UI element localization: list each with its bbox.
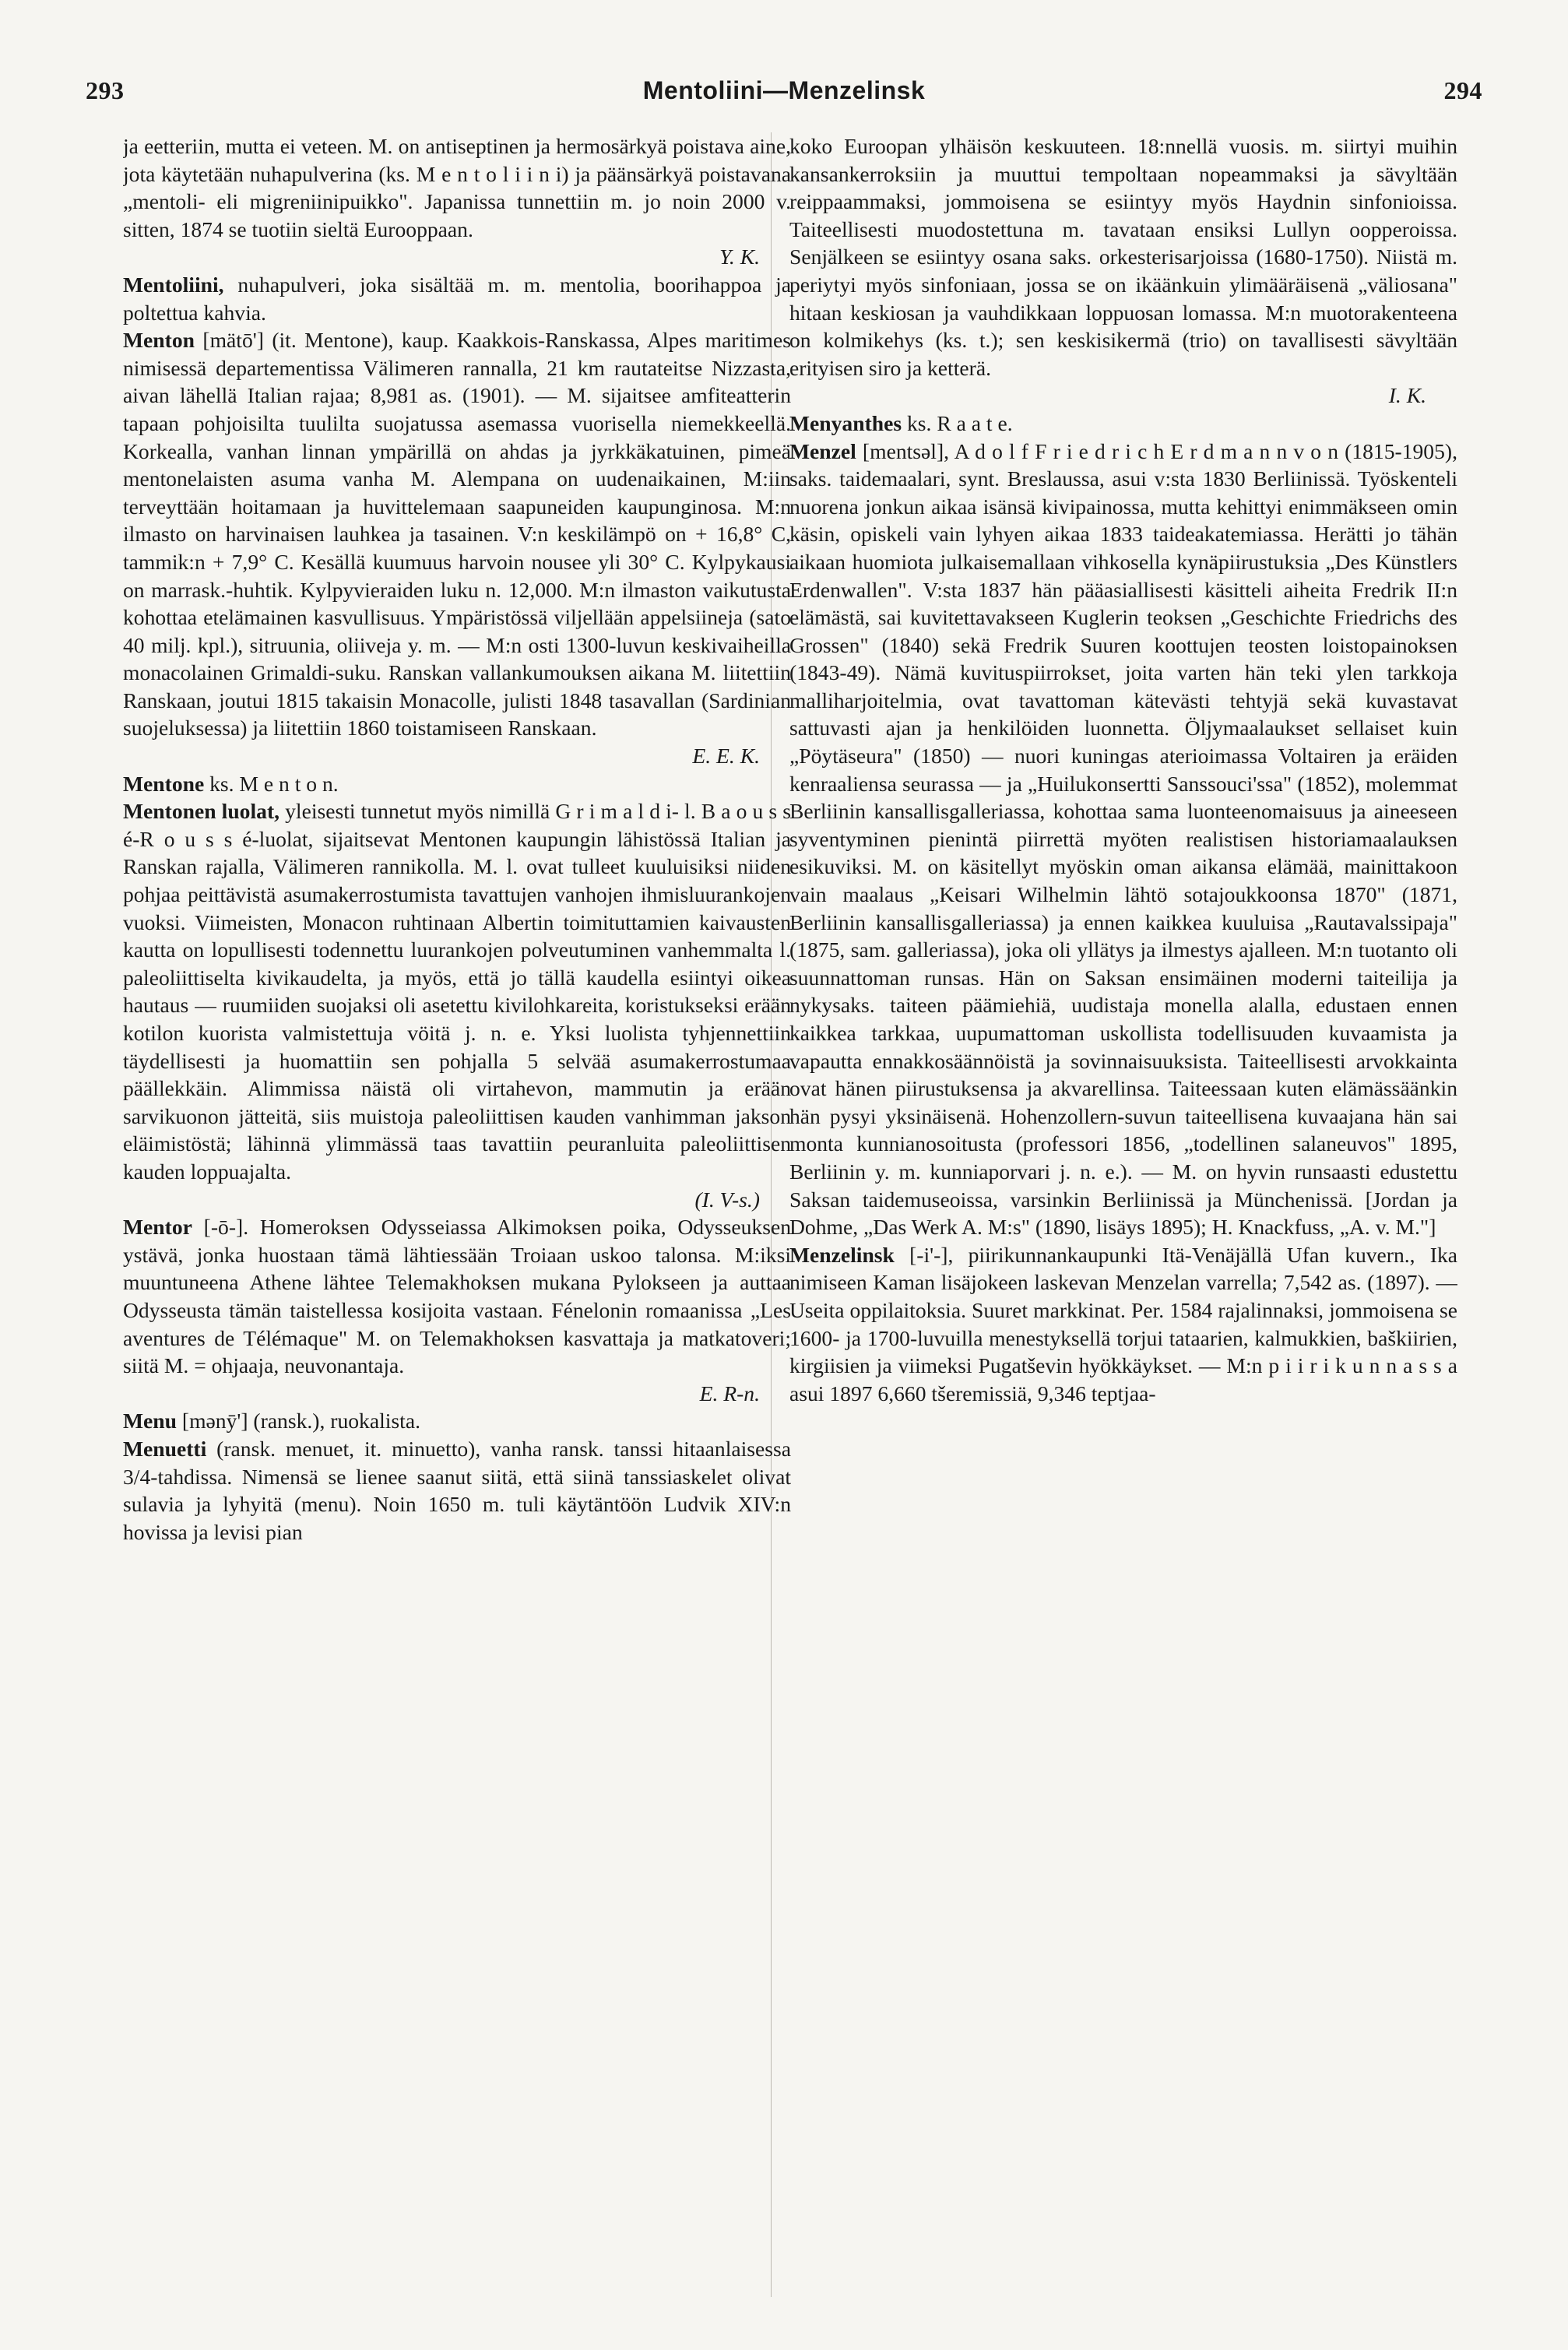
entry-text: [-ō-]. Homeroksen Odysseiassa Alkimoksen poika, Odysseuksen ystävä, jonka huostaan tämä lähtiessään Troiaan uskoo talonsa. M:iksi muuntuneena Athene lähtee Telemakhoksen mukana Pylokseen ja auttaa Odysseusta tämän taistellessa kosijoita vastaan. Fénelonin romaanissa „Les aventures de Télémaque" M. on Telemakhoksen kasvattaja ja matkatoveri; siitä M. = ohjaaja, neuvonantaja. — [123, 1215, 791, 1378]
entry-headword: Menyanthes — [789, 410, 902, 435]
dictionary-entry — [123, 326, 791, 742]
entry-headword: Mentonen luolat, — [123, 799, 280, 824]
entry-headword: Menzelinsk — [789, 1242, 895, 1267]
entry-signature: I. K. — [1388, 383, 1426, 408]
dictionary-entry — [123, 797, 791, 1185]
entry-headword: Menuetti — [123, 1436, 207, 1461]
entry-text: [mentsəl], A d o l f F r i e d r i c h E r d m a n n v o n (1815-1905), saks. taidemaalari, synt. Breslaussa, asui v:sta 1830 Berliinissä. Työskenteli nuorena jonkun aikaa isänsä kivipainossa, mutta kehittyi enimmäkseen omin käsin, opiskeli vain lyhyen aikaa 1833 taideakatemiassa. Herätti jo tähän aikaan huomiota julkaisemallaan vihkosella kynäpiirustuksia „Des Künstlers Erdenwallen". V:sta 1837 hän pääasiallisesti käsitteli aiheita Fredrik II:n elämästä, sai kuvitettavakseen Kuglerin teoksen „Geschichte Friedrichs des Grossen" (1840) sekä Fredrik Suuren koottujen teosten loistopainoksen (1843-49). Nämä kuvituspiirrokset, joita varten hän teki ylen tarkkoja malliharjoitelmia, ovat tavattoman kätevästi tehtyjä sekä kuvastavat sattuvasti ajan ja henkilöiden luonnetta. Öljymaalaukset sellaiset kuin „Pöytäseura" (1850) — nuori kuningas aterioimassa Voltairen ja eräiden kenraaliensa seurassa — ja „Huilukonsertti Sanssouci'ssa" (1852), molemmat Berliinin kansallisgalleriassa, kohottaa sama luonteenomaisuus ja aineeseen syventyminen pienintä piirrettä myöten realistisen historiamaalauksen esikuviksi. M. on käsitellyt myöskin oman aikansa elämää, mainittakoon vain maalaus „Keisari Wilhelmin lähtö sotajoukkoonsa 1870" (1871, Berliinin kansallisgalleriassa) ja ennen kaikkea kuuluisa „Rautavalssipaja" (1875, sam. galleriassa), joka oli yllätys ja ilmestys ajalleen. M:n tuotanto oli suunnattoman runsas. Hän on Saksan ensimäinen moderni taiteilija ja nykysaks. taiteen päämiehiä, uudistaja monella alalla, edustaen ennen kaikkea tarkkaa, uupumattoman uskollista todellisuuden kuvaamista ja vapautta ennakkosäännöistä ja sovinnaisuuksista. Taiteellisesti arvokkainta ovat hänen piirustuksensa ja akvarellinsa. Taiteessaan kuten elämässäänkin hän pysyi yksinäisenä. Hohenzollern-suvun taiteellisena kuvaajana hän sai monta kunnianosoitusta (professori 1856, „todellinen salaneuvos" 1895, Berliinin y. m. kunniaporvari j. n. e.). — M. on hyvin runsaasti edustettu Saksan taidemuseoissa, varsinkin Berliinissä ja Münchenissä. [Jordan ja Dohme, „Das Werk A. M:s" (1890, lisäys 1895); H. Knackfuss, „A. v. M."] — [789, 438, 1457, 1240]
entry-text: koko Euroopan ylhäisön keskuuteen. 18:nnellä vuosis. m. siirtyi muihin kansankerroksiin ja muuttui tempoltaan nopeammaksi ja sävyltään reippaammaksi, jommoisena se esiintyy myös Haydnin sinfonioissa. Taiteellisesti muodostettuna m. tavataan ensiksi Lullyn oopperoissa. Senjälkeen se esiintyy osana saks. orkesterisarjoissa (1680-1750). Niistä m. periytyi myös sinfoniaan, jossa se on ikäänkuin ylimääräisenä „väliosana" hitaan keskiosan ja vauhdikkaan loppuosan lomassa. M:n muotorakenteena on kolmikehys (ks. t.); sen keskisikermä (trio) on tavallisesti sävyltään erityisen siro ja ketterä. — [789, 134, 1457, 380]
entry-headword: Mentoliini, — [123, 272, 224, 297]
entry-signature: (I. V-s.) — [694, 1187, 760, 1212]
page-header — [86, 67, 1482, 114]
dictionary-entry — [123, 770, 791, 798]
entry-text: ja eetteriin, mutta ei veteen. M. on antiseptinen ja hermosärkyä poistava aine, jota käytetään nuhapulverina (ks. M e n t o l i i n i) ja päänsärkyä poistavana „mentoli- eli migreniinipuikko". Japanissa tunnettiin m. jo noin 2000 v. sitten, 1874 se tuotiin sieltä Eurooppaan. — [123, 134, 791, 241]
page-number-left: 293 — [86, 76, 125, 104]
dictionary-entry — [123, 1407, 791, 1435]
entry-text: [-i'-], piirikunnankaupunki Itä-Venäjällä Ufan kuvern., Ika nimiseen Kaman lisäjokeen laskevan Menzelan varrella; 7,542 as. (1897). — Useita oppilaitoksia. Suuret markkinat. Per. 1584 rajalinnaksi, jommoisena se 1600- ja 1700-luvuilla menestyksellä torjui tataarien, kalmukkien, baškiirien, kirgiisien ja viimeksi Pugatševin hyökkäykset. — M:n p i i r i k u n n a s s a asui 1897 6,660 tšeremissiä, 9,346 teptjaa- — [789, 1242, 1457, 1405]
right-column — [789, 132, 1457, 2313]
entry-headword: Menzel — [789, 438, 856, 463]
entry-signature: Y. K. — [719, 244, 760, 269]
dictionary-entry — [123, 1213, 791, 1380]
left-column — [123, 132, 791, 2313]
entry-signature: E. R-n. — [699, 1381, 760, 1405]
entry-text: (ransk. menuet, it. minuetto), vanha ransk. tanssi hitaanlaisessa 3/4-tahdissa. Nimensä se lienee saanut siitä, että siinä tanssiaskelet olivat sulavia ja lyhyitä (menu). Noin 1650 m. tuli käytäntöön Ludvik XIV:n hovissa ja levisi pian — [123, 1436, 791, 1544]
dictionary-entry — [123, 132, 791, 243]
entry-text: nuhapulveri, joka sisältää m. m. mentolia, boorihappoa ja poltettua kahvia. — [123, 272, 791, 325]
dictionary-entry — [789, 410, 1457, 438]
page-number-right: 294 — [1443, 76, 1482, 104]
entry-text: ks. R a a t e. — [902, 410, 1013, 435]
dictionary-entry — [789, 438, 1457, 1241]
entry-headword: Mentor — [123, 1215, 192, 1240]
dictionary-entry — [789, 1241, 1457, 1408]
entry-headword: Mentone — [123, 771, 205, 796]
entry-text: yleisesti tunnetut myös nimillä G r i m a l d i- l. B a o u s s é-R o u s s é-luolat, sijaitsevat Mentonen kaupungin lähistössä Italian ja Ranskan rajalla, Välimeren rannikolla. M. l. ovat tulleet kuuluisiksi niiden pohjaa peittävistä asumakerrostumista tavattujen vanhojen ihmisluurankojen vuoksi. Viimeisten, Monacon ruhtinaan Albertin toimituttamien kaivausten kautta on lopullisesti todennettu luurankojen polveutuminen vanhemmalta l. paleoliittiselta kivikaudelta, ja myös, että jo tällä kaudella esiintyi oikea hautaus — ruumiiden suojaksi oli asetettu kivilohkareita, koristukseksi erään kotilon kuorista valmistettuja vöitä j. n. e. Yksi luolista tyhjennettiin täydellisesti ja huomattiin sen pohjalla 5 selvää asumakerrostumaa päällekkäin. Alimmissa näistä oli virtahevon, mammutin ja erään sarvikuonon jätteitä, siis muistoja paleoliittisen kauden vanhimman jakson eläimistöstä; lähinnä ylimmässä taas tavattiin peuranluita paleoliittisen kauden loppuajalta. — [123, 799, 791, 1184]
dictionary-entry — [123, 271, 791, 326]
entry-text: ks. M e n t o n. — [204, 771, 339, 796]
entry-signature: E. E. K. — [692, 744, 760, 769]
dictionary-entry — [123, 1435, 791, 1546]
entry-headword: Menu — [123, 1409, 177, 1434]
dictionary-entry — [789, 132, 1457, 382]
entry-text: [mənȳ'] (ransk.), ruokalista. — [176, 1409, 420, 1434]
entry-text: [mätō'] (it. Mentone), kaup. Kaakkois-Ranskassa, Alpes maritimes nimisessä departementissa Välimeren rannalla, 21 km rautateitse Nizzasta, aivan lähellä Italian rajaa; 8,981 as. (1901). — M. sijaitsee amfiteatterin tapaan pohjoisilta tuulilta suojatussa asemassa vuorisella niemekkeellä. Korkealla, vanhan linnan ympärillä on ahdas ja jyrkkäkatuinen, pimeä mentonelaisten asuma vanha M. Alempana on uudenaikainen, M:iin terveyttään hoitamaan ja huvittelemaan saapuneiden kaupunginosa. M:n ilmasto on harvinaisen lauhkea ja tasainen. V:n keskilämpö on + 16,8° C, tammik:n + 7,9° C. Kesällä kuumuus harvoin nousee yli 30° C. Kylpykausi on marrask.-huhtik. Kylpyvieraiden luku n. 12,000. M:n ilmaston vaikutusta kohottaa etelämainen kasvullisuus. Ympäristössä viljellään appelsiineja (sato 40 milj. kpl.), sitruunia, oliiveja y. m. — M:n osti 1300-luvun keskivaiheilla monacolainen Grimaldi-suku. Ranskan vallankumouksen aikana M. liitettiin Ranskaan, joutui 1815 takaisin Monacolle, julisti 1848 tasavallan (Sardinian suojeluksessa) ja liitettiin 1860 toistamiseen Ranskaan. — [123, 328, 791, 741]
running-title: Mentoliini—Menzelinsk — [642, 76, 926, 104]
entry-headword: Menton — [123, 328, 195, 353]
